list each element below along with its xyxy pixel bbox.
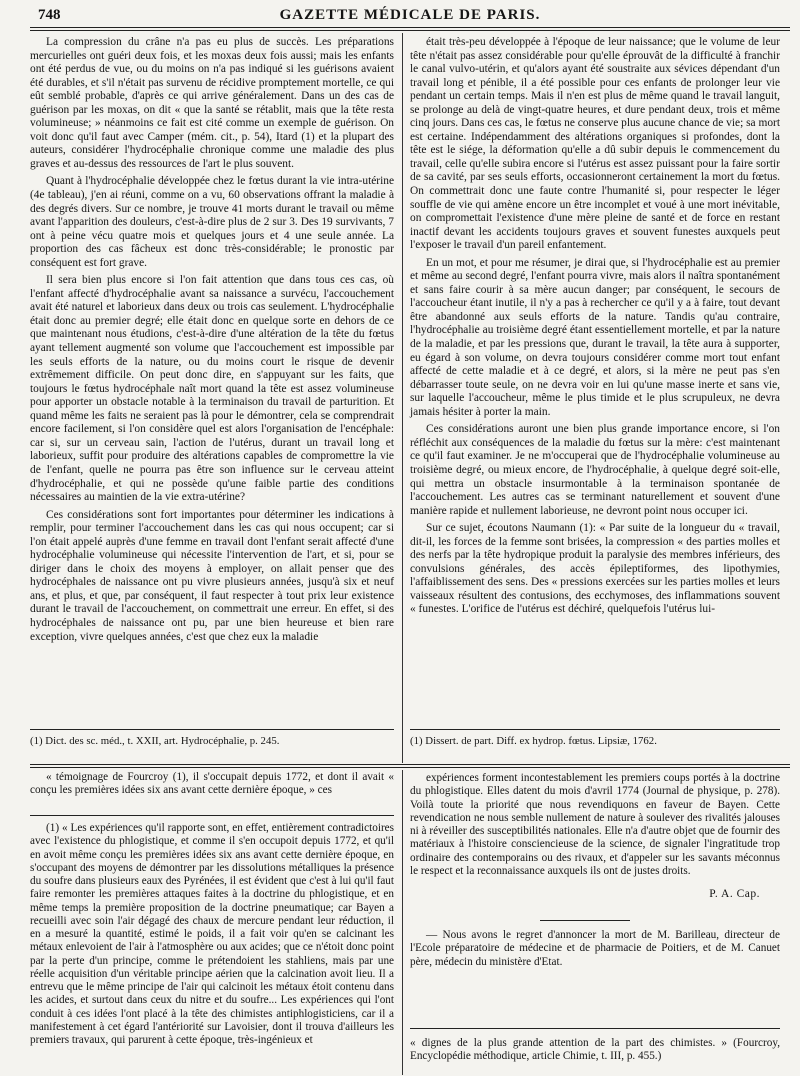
bottom-left-intro <box>30 771 394 798</box>
header-rule-bottom <box>30 30 790 31</box>
right-paragraph-3: Ces considérations auront une bien plus grande importance encore, si l'on réfléchit aux conséquences de la maladie du fœtus sur la mère: c'est maintenant ce qu'il faut examiner. Je ne m'occuperai que de l'hydrocéphalie volumineuse au troisième degré, ou mieux encore, de l'hydrocéphalie, à quelque degré soit-elle, qui mettra un obstacle insurmontable à la terminaison spontanée de l'accouchement. Les autres cas se terminant naturellement et souvent d'une manière rapide et nullement laborieuse, ne devront point nous occuper ici. <box>410 423 780 517</box>
author-signature: P. A. Cap. <box>709 888 760 900</box>
death-notice-text: — Nous avons le regret d'annoncer la mort de M. Barilleau, directeur de l'Ecole préparatoire de médecine et de pharmacie de Poitiers, et de M. Canuet père, médecin du ministère d'Etat. <box>410 929 780 968</box>
page-header <box>30 4 790 26</box>
bottom-left-intro-text: « témoignage de Fourcroy (1), il s'occupait depuis 1772, et dont il avait « conçu les premières idées six ans avant cette dernière époque, » ces <box>30 771 394 797</box>
left-paragraph-2: Quant à l'hydrocéphalie développée chez le fœtus durant la vie intra-utérine (4e tableau), j'en ai réuni, comme on a vu, 60 observations offrant la maladie à des degrés divers. Sur ce nombre, je trouve 41 morts durant le travail ou même avant l'apparition des douleurs, c'est-à-dire plus de 2 sur 3. Des 19 survivants, 7 ont à peine vécu quatre mois et quelques jours et 4 une seule année. La proportion des cas fâcheux est donc très-considérable; le pronostic par conséquent est fort grave. <box>30 175 394 269</box>
bottom-right-article-text: expériences forment incontestablement les premiers coups portés à la doctrine du phlogistique. Elles datent du mois d'avril 1774 (Journal de physique, p. 278). Voilà toute la priorité que nous revendiquons en faveur de Bayen. Cette revendication ne nous semble nullement de nature à soulever des rivalités jalouses ni à réveiller des susceptibilités nationales. Elle n'a d'autre objet que de fournir des matériaux à l'histoire consciencieuse de la science, de signaler l'ingratitude trop ordinaire des contemporains ou des rivaux, et d'appeler sur les savants méconnus le respect et la reconnaissance auxquels ils ont de justes droits. <box>410 772 780 877</box>
left-paragraph-4: Ces considérations sont fort importantes pour déterminer les indications à remplir, pour terminer l'accouchement dans les cas qui nous occupent; car si l'on était appelé auprès d'une femme en travail dont l'enfant serait affecté d'une hydrocéphalie volumineuse qui nécessite l'intervention de l'art, et si, pour se diriger dans le choix des moyens à employer, on allait penser que des hydrocéphales de naissance ont pu vivre plusieurs années, jusqu'à six et neuf ans, et plus, et que, par conséquent, il faut respecter à tout prix leur existence durant le travail de l'accouchement, on commettrait une erreur. En effet, si des hydrocéphales de naissance ont pu, par une bien heureuse et bien rare exception, vivre quelques années, c'est que chez eux la maladie <box>30 508 394 643</box>
death-notice <box>410 929 780 969</box>
footnote-rule-left <box>30 729 394 730</box>
footnote-left: (1) Dict. des sc. méd., t. XXII, art. Hydrocéphalie, p. 245. <box>30 735 280 747</box>
header-rule-top <box>30 27 790 28</box>
section-rule-top <box>30 764 790 765</box>
page-number: 748 <box>38 7 61 23</box>
bottom-note-rule <box>30 815 394 816</box>
bottom-right-quote <box>410 1037 780 1064</box>
bottom-right-quote-text: « dignes de la plus grande attention de la part des chimistes. » (Fourcroy, Encyclopédie méthodique, article Chimie, t. III, p. 455.) <box>410 1037 780 1063</box>
article-column-right <box>410 36 780 726</box>
bottom-right-article <box>410 772 780 901</box>
bottom-left-footnote <box>30 822 394 1074</box>
article-column-left <box>30 36 394 726</box>
bottom-left-footnote-text: (1) « Les expériences qu'il rapporte sont, en effet, entièrement contradictoires avec l'existence du phlogistique, et comme il s'en occupoit depuis 1772, et qu'il en avoit même conçu les premières idées six ans avant cette dernière époque, en s'occupant des moyens de démontrer par les dissolutions métalliques la présence du soufre dans plusieurs eaux des Pyrénées, il est évident que c'est à lui qu'il faut faire remonter les premières attaques faites à la doctrine du phlogistique, et en même temps la première proposition de la doctrine pneumatique; car Bayen a recueilli avec soin l'air dégagé des chaux de mercure pendant leur réduction, il en a mesuré la quantité, estimé le poids, il a fait voir qu'en se calcinant les métaux enlevoient de l'air à l'atmosphère ou aux acides; que ce n'étoit donc point par la perte d'un principe, comme le prétendoient les stahliens, mais par une réelle acquisition d'un véritable principe aérien que la calcination avoit lieu. Il a entrevu que le même principe de l'air qui calcinoit les métaux étoit contenu dans les acides, et surtout dans ceux du nitre et du soufre... Les expériences qui l'ont conduit à ces idées l'ont placé à la tête des chimistes antiphlogisticiens, car il a manifestement à cet égard l'antériorité sur Lavoisier, dont il trouva d'ailleurs les premiers travaux, qui parurent à cette époque, très-ingénieux et <box>30 822 394 1046</box>
left-paragraph-3: Il sera bien plus encore si l'on fait attention que dans tous ces cas, où l'enfant affecté d'hydrocéphalie avant sa naissance a survécu, l'accouchement avait été naturel et laborieux dans deux ou trois cas seulement. L'hydrocéphalie était donc au premier degré; elle était donc en quelque sorte en dehors de ce que maintenant nous étudions, c'est-à-dire d'une altération de la tête du fœtus ayant tellement augmenté son volume que l'accouchement est impossible par les seuls efforts de la nature, ou du moins court le risque de devenir extrêmement difficile. On peut donc dire, en s'appuyant sur les faits, que toujours le fœtus hydrocéphale naît mort quand la tête est assez volumineuse pour apporter un obstacle notable à la terminaison du travail de parturition. Et quand même les faits ne seraient pas là pour le démontrer, cela se comprendrait encore facilement, si l'on considère quel est alors l'organisation de l'encéphale: car si, sur un cerveau sain, l'action de l'utérus, durant un travail long et laborieux, suffit pour produire des altérations capables de compromettre la vie de l'enfant, quelle ne pourra pas être son influence sur le cerveau atteint d'hydrocéphalie, et qui ne possède qu'une faible partie des conditions nécessaires au maintien de la vie extra-utérine? <box>30 274 394 504</box>
bottom-column-divider <box>402 770 403 1075</box>
column-divider <box>402 33 403 763</box>
bottom-right-rule <box>410 1028 780 1029</box>
left-paragraph-1: La compression du crâne n'a pas eu plus de succès. Les préparations mercurielles ont guéri deux fois, et les moxas deux fois aussi; mais les enfants ont été perdus de vue, ou du moins on n'a pas indiqué si les guérisons avaient été durables, et s'il n'était pas survenu de récidive promptement mortelle, ce qui eût semblé probable, d'après ce qui arrive généralement. Dans un des cas de guérison par les moxas, on dit « que la santé se rétablit, mais que la tête resta volumineuse; » néanmoins ce fait est cité comme un exemple de guérison. On voit donc qu'il faut avec Camper (mém. cit., p. 54), Itard (1) et la plupart des auteurs, considérer l'hydrocéphalie chronique comme une maladie des plus graves et au-dessus des ressources de l'art le plus souvent. <box>30 36 394 170</box>
right-paragraph-2: En un mot, et pour me résumer, je dirai que, si l'hydrocéphalie est au premier et même au second degré, l'enfant pourra vivre, mais alors il naîtra spontanément et sans faire courir à sa mère aucun danger; par conséquent, le secours de l'accoucheur étant inutile, il n'y a pas à rechercher ce qu'il y a à faire, tout devant être abandonné aux seuls efforts de la nature. Tandis qu'au contraire, l'hydrocéphalie au troisième degré étant essentiellement mortelle, et par la nature de la maladie, et par les pressions que, durant le travail, la tête aura à supporter, eu égard à son volume, on devra toujours considérer comme mort tout enfant affecté de cette maladie et à ce degré, et alors, si la mère ne peut pas s'en débarrasser toute seule, on ne devra voir en lui qu'une masse inerte et sans vie, sur laquelle l'accoucheur, même le plus timide et le plus scrupuleux, ne devra jamais hésiter à porter la main. <box>410 256 780 418</box>
notice-separator <box>540 920 630 921</box>
right-paragraph-1: était très-peu développée à l'époque de leur naissance; que le volume de leur tête n'était pas assez considérable pour qu'elle éprouvât de la difficulté à franchir le canal vulvo-utérin, et qu'alors ayant été soustraite aux sévices dépendant d'un travail long et pénible, il a été possible pour ces enfants de prolonger leur vie pendant un certain temps. Mais il n'en est plus de même quand le travail languit, se prolonge au delà de vingt-quatre heures, et dure pendant deux, trois et même cinq jours. Dans ces cas, le fœtus ne conserve plus aucune chance de vie; sa mort est certaine. Indépendamment des altérations organiques si profondes, dont la tête est le siége, la déformation qu'elle a dû subir depuis le commencement du travail, celle qu'elle subira encore si l'utérus est assez puissant pour la faire sortir de sa cavité, par ses seuls efforts, occasionneront certainement la mort du fœtus. On commettrait donc une faute contre l'humanité si, pour respecter le léger souffle de vie qui amène encore un être incomplet et voué à une mort inévitable, on compromettait l'existence d'une mère pleine de santé et de force en restant inactif devant les accidents toujours graves et souvent funestes auxquels peut l'exposer le travail d'un pareil enfantement. <box>410 36 780 252</box>
footnote-rule-right <box>410 729 780 730</box>
running-head: GAZETTE MÉDICALE DE PARIS. <box>279 7 541 23</box>
section-rule-bottom <box>30 767 790 768</box>
footnote-right: (1) Dissert. de part. Diff. ex hydrop. fœtus. Lipsiæ, 1762. <box>410 735 657 747</box>
right-paragraph-4: Sur ce sujet, écoutons Naumann (1): « Par suite de la longueur du « travail, dit-il, les forces de la femme sont brisées, la compression « des parties molles et des nerfs par la tête hydropique produit la paralysie des membres inférieurs, des convulsions générales, des accès épileptiformes, des lipothymies, l'affaiblissement des sens. Des « pressions exercées sur les parties molles et leurs vaisseaux résultent des contusions, des ecchymoses, des inflammations souvent « funestes. L'orifice de l'utérus est déchiré, quelquefois l'utérus lui- <box>410 522 780 616</box>
